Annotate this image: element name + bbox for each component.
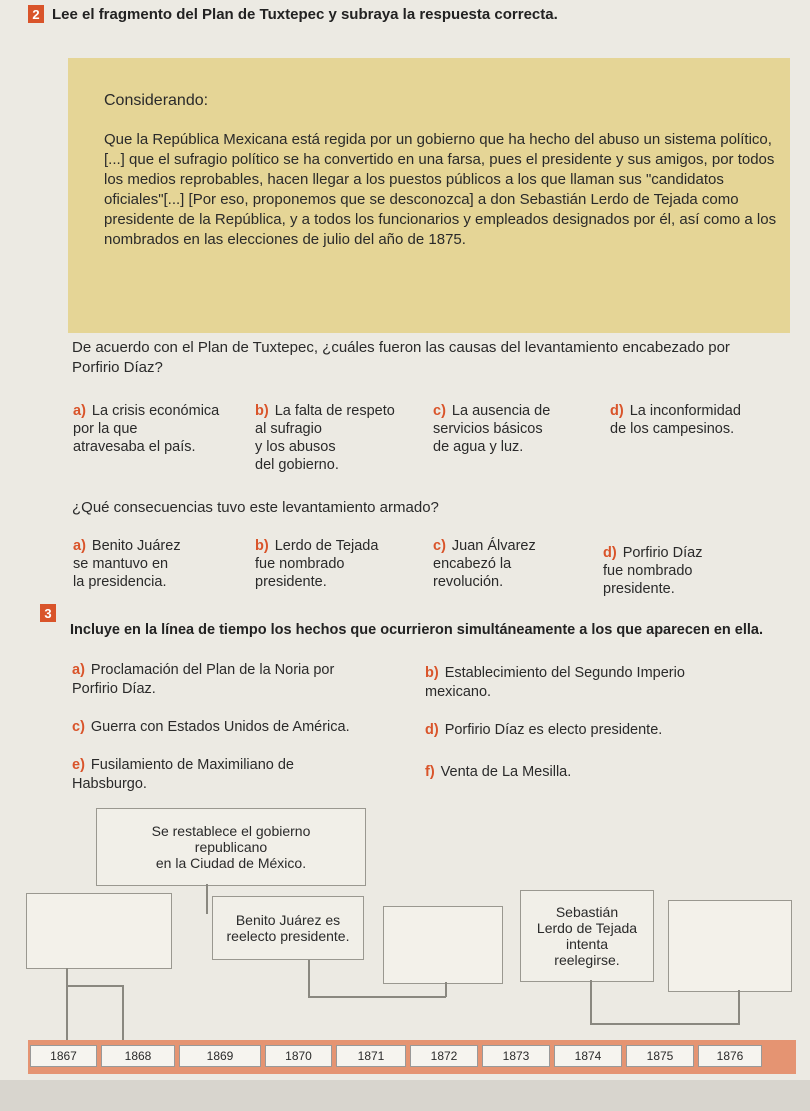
connector-line <box>206 884 208 914</box>
question-consequences: ¿Qué consecuencias tuvo este levantamiento armado? <box>72 499 439 516</box>
q1-option-a[interactable]: a) La crisis económica por la que atravesaba el país. <box>73 403 220 455</box>
timeline-answer-box-2[interactable] <box>383 906 503 984</box>
year-cell: 1874 <box>554 1045 622 1067</box>
q2-option-b[interactable]: b) Lerdo de Tejada fue nombrado presidente. <box>255 538 379 590</box>
timeline-answer-box-3[interactable] <box>668 900 792 992</box>
quote-label: Considerando: <box>104 92 209 109</box>
connector-line <box>590 980 592 1024</box>
year-cell: 1873 <box>482 1045 550 1067</box>
q2-option-d[interactable]: d) Porfirio Díaz fue nombrado presidente. <box>603 545 703 597</box>
q1-option-d[interactable]: d) La inconformidad de los campesinos. <box>610 403 741 437</box>
timeline-box-juarez-reelected: Benito Juárez es reelecto presidente. <box>212 896 364 960</box>
year-cell: 1872 <box>410 1045 478 1067</box>
event-c: c) Guerra con Estados Unidos de América. <box>72 719 350 735</box>
year-cell: 1876 <box>698 1045 762 1067</box>
exercise-instruction: Incluye en la línea de tiempo los hechos que ocurrieron simultáneamente a los que aparecen en ella. <box>70 622 763 638</box>
event-f: f) Venta de La Mesilla. <box>425 764 572 780</box>
exercise-number-badge: 3 <box>40 604 56 622</box>
year-cell: 1871 <box>336 1045 406 1067</box>
event-d: d) Porfirio Díaz es electo presidente. <box>425 722 663 738</box>
exercise-instruction: Lee el fragmento del Plan de Tuxtepec y subraya la respuesta correcta. <box>52 6 558 23</box>
q1-option-c[interactable]: c) La ausencia de servicios básicos de agua y luz. <box>433 403 551 455</box>
timeline-box-republic-restored: Se restablece el gobierno republicano en la Ciudad de México. <box>96 808 366 886</box>
year-cell: 1867 <box>30 1045 97 1067</box>
connector-line <box>738 990 740 1024</box>
exercise-number-badge: 2 <box>28 5 44 23</box>
year-cell: 1869 <box>179 1045 261 1067</box>
connector-line <box>308 960 310 997</box>
connector-line <box>66 968 68 1042</box>
connector-line <box>122 985 124 1042</box>
q2-option-a[interactable]: a) Benito Juárez se mantuvo en la presidencia. <box>73 538 181 590</box>
question-causes: De acuerdo con el Plan de Tuxtepec, ¿cuáles fueron las causas del levantamiento encabezado por Porfirio Díaz? <box>72 339 730 376</box>
timeline-answer-box-1[interactable] <box>26 893 172 969</box>
year-cell: 1875 <box>626 1045 694 1067</box>
q2-option-c[interactable]: c) Juan Álvarez encabezó la revolución. <box>433 538 536 590</box>
connector-line <box>590 1023 740 1025</box>
q1-option-b[interactable]: b) La falta de respeto al sufragio y los abusos del gobierno. <box>255 403 395 473</box>
event-e: e) Fusilamiento de Maximiliano de Habsburgo. <box>72 757 294 792</box>
connector-line <box>445 982 447 997</box>
year-cell: 1868 <box>101 1045 175 1067</box>
timeline-box-lerdo-reelection: Sebastián Lerdo de Tejada intenta reelegirse. <box>520 890 654 982</box>
connector-line <box>66 985 122 987</box>
page-bottom <box>0 1080 810 1111</box>
quote-box <box>68 58 790 333</box>
event-b: b) Establecimiento del Segundo Imperio mexicano. <box>425 665 685 700</box>
quote-text: Que la República Mexicana está regida por un gobierno que ha hecho del abuso un sistema político, [...] que el sufragio político se ha convertido en una farsa, pues el presidente y sus amigos, por todos los medios reprobables, hacen llegar a los puestos públicos a los que llaman sus "candidatos oficiales"[...] [Por eso, proponemos que se desconozca] a don Sebastián Lerdo de Tejada como presidente de la República, y a todos los funcionarios y empleados designados por él, así como a los nombrados en las elecciones de julio del año de 1875. <box>104 131 777 248</box>
year-cell: 1870 <box>265 1045 332 1067</box>
connector-line <box>308 996 446 998</box>
event-a: a) Proclamación del Plan de la Noria por Porfirio Díaz. <box>72 662 335 697</box>
